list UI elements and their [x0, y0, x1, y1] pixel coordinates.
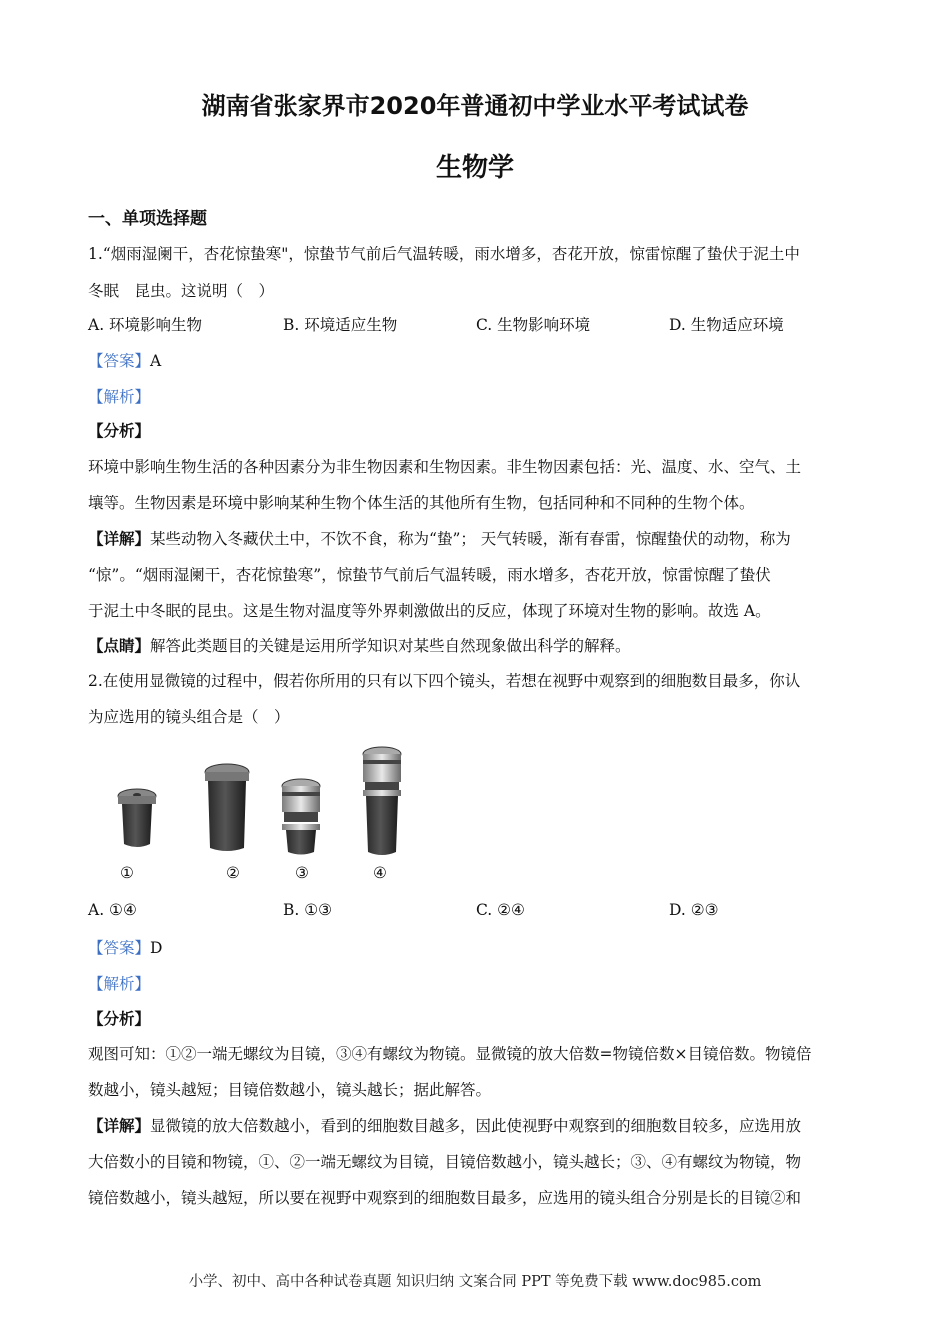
q2-analysis-line1: 观图可知：①②一端无螺纹为目镜，③④有螺纹为物镜。显微镜的放大倍数=物镜倍数×目镜倍数。物镜倍	[88, 1045, 812, 1063]
section-heading: 一、单项选择题	[88, 209, 207, 229]
lens-2-eyepiece	[205, 764, 249, 851]
answer-value: D	[150, 939, 163, 957]
lens-1-eyepiece	[118, 789, 156, 847]
q1-jiexi-tag: 【解析】	[88, 388, 151, 406]
q2-stem-line2: 为应选用的镜头组合是（ ）	[88, 708, 290, 726]
q2-detail-line1: 【详解】显微镜的放大倍数越小，看到的细胞数目越多，因此使视野中观察到的细胞数目较多，应选用放	[88, 1116, 802, 1135]
q1-detail-line3: 于泥土中冬眠的昆虫。这是生物对温度等外界刺激做出的反应，体现了环境对生物的影响。故选 A。	[88, 602, 771, 620]
q2-option-b: B. ①③	[283, 901, 333, 919]
lens-4-objective	[363, 747, 401, 855]
q2-jiexi-tag: 【解析】	[88, 975, 151, 993]
figure-label-3: ③	[295, 864, 309, 882]
q2-option-c: C. ②④	[476, 901, 525, 919]
q1-option-a: A. 环境影响生物	[88, 316, 203, 334]
answer-tag: 【答案】	[88, 352, 151, 370]
q1-stem-line2: 冬眠 昆虫。这说明（ ）	[88, 282, 275, 300]
q2-analysis-line2: 数越小，镜头越短；目镜倍数越小，镜头越长；据此解答。	[88, 1081, 492, 1099]
q1-detail-line2: “惊”。“烟雨湿阑干，杏花惊蛰寒”，惊蛰节气前后气温转暖，雨水增多，杏花开放，惊雷惊醒了蛰伏	[88, 566, 771, 584]
exam-title: 湖南省张家界市2020年普通初中学业水平考试试卷	[201, 92, 749, 120]
q1-fenxi-tag: 【分析】	[88, 421, 151, 440]
q1-option-c: C. 生物影响环境	[476, 316, 591, 334]
q2-option-a: A. ①④	[88, 901, 137, 919]
figure-label-1: ①	[120, 864, 134, 882]
comment-tag: 【点睛】	[88, 636, 151, 655]
q2-stem-line1: 2.在使用显微镜的过程中，假若你所用的只有以下四个镜头，若想在视野中观察到的细胞数目最多，你认	[88, 672, 801, 690]
lens-3-objective	[282, 779, 320, 855]
q2-answer	[88, 936, 864, 958]
q1-option-b: B. 环境适应生物	[283, 316, 398, 334]
q1-comment: 【点睛】解答此类题目的关键是运用所学知识对某些自然现象做出科学的解释。	[88, 636, 631, 655]
q2-option-d: D. ②③	[669, 901, 719, 919]
q1-option-d: D. 生物适应环境	[669, 316, 784, 334]
detail-tag: 【详解】	[88, 1116, 151, 1135]
q2-fenxi-tag: 【分析】	[88, 1009, 151, 1028]
q1-analysis-line2: 壤等。生物因素是环境中影响某种生物个体生活的其他所有生物，包括同种和不同种的生物个体。	[88, 494, 755, 512]
figure-label-2: ②	[226, 864, 240, 882]
q2-detail-line3: 镜倍数越小，镜头越短，所以要在视野中观察到的细胞数目最多，应选用的镜头组合分别是长的目镜②和	[88, 1189, 802, 1207]
detail-tag: 【详解】	[88, 529, 151, 548]
answer-tag: 【答案】	[88, 939, 151, 957]
answer-value: A	[150, 352, 162, 370]
figure-label-4: ④	[373, 864, 387, 882]
q1-detail-line1: 【详解】某些动物入冬藏伏土中，不饮不食，称为“蛰”； 天气转暖，渐有春雷，惊醒蛰伏的动物，称为	[88, 529, 791, 548]
q1-stem-line1: 1.“烟雨湿阑干，杏花惊蛰寒"，惊蛰节气前后气温转暖，雨水增多，杏花开放，惊雷惊醒了蛰伏于泥土中	[88, 245, 800, 263]
subject-title: 生物学	[435, 153, 514, 183]
q2-detail-line2: 大倍数小的目镜和物镜，①、②一端无螺纹为目镜，目镜倍数越小，镜头越长；③、④有螺纹为物镜，物	[88, 1153, 802, 1171]
page-footer: 小学、初中、高中各种试卷真题 知识归纳 文案合同 PPT 等免费下载 www.doc985.com	[188, 1274, 762, 1290]
q1-analysis-line1: 环境中影响生物生活的各种因素分为非生物因素和生物因素。非生物因素包括：光、温度、水、空气、土	[88, 458, 802, 476]
q1-answer	[88, 349, 864, 371]
